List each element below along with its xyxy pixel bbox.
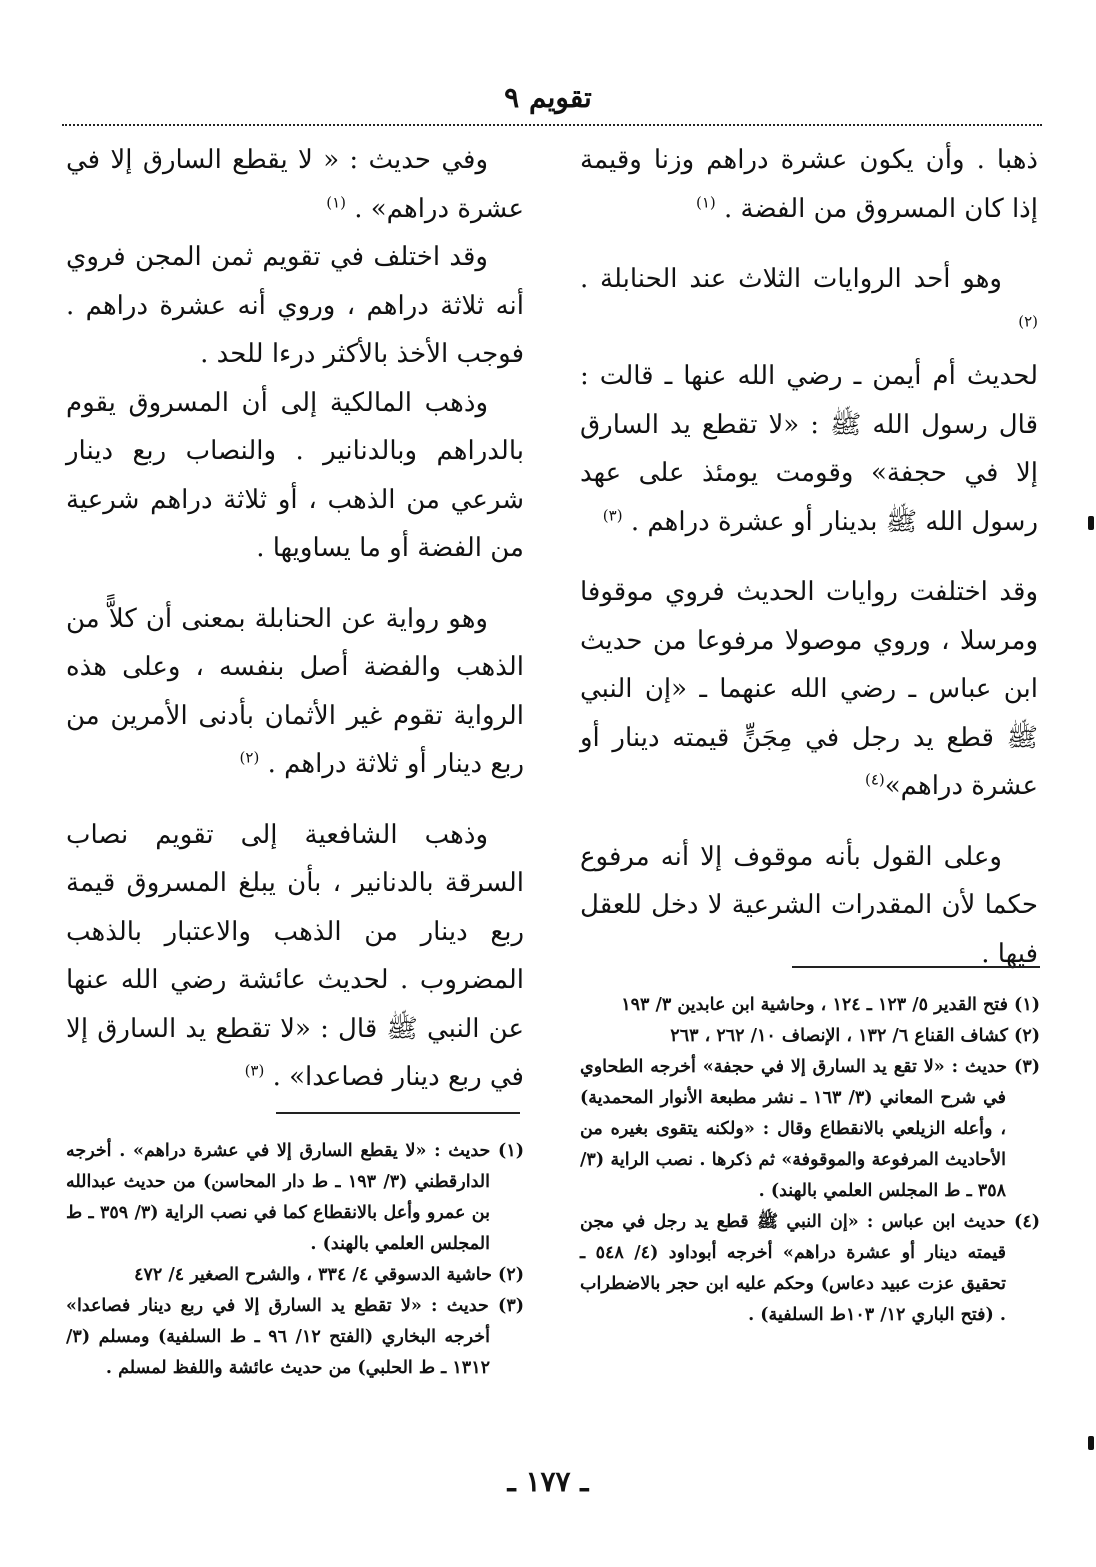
footnote: (١) حديث : «لا يقطع السارق إلا في عشرة دراهم» . أخرجه الدارقطني (٣/ ١٩٣ ـ ط دار المحاسن) من حديث عبدالله بن عمرو وأعل بالانقطاع كما في نصب الراية (٣/ ٣٥٩ ـ ط المجلس العلمي بالهند) . [66, 1141, 524, 1254]
footnote: (١) فتح القدير ٥/ ١٢٣ ـ ١٢٤ ، وحاشية ابن عابدين ٣/ ١٩٣ [621, 995, 1040, 1015]
footnote-ref: (١) [695, 192, 716, 211]
left-column [66, 136, 524, 1124]
footnote: (٢) كشاف القناع ٦/ ١٣٢ ، الإنصاف ١٠/ ٢٦٢ ، ٢٦٣ [670, 1026, 1040, 1046]
footnote: (٤) حديث ابن عباس : «إن النبي ﷺ قطع يد رجل في مجن قيمته دينار أو عشرة دراهم» أخرجه أبوداود (٤/ ٥٤٨ ـ تحقيق عزت عبيد دعاس) وحكم عليه ابن حجر بالاضطراب . (فتح الباري ١٢/ ١٠٣ط السلفية) . [580, 1212, 1040, 1325]
paragraph: وقد اختلف في تقويم ثمن المجن فروي أنه ثلاثة دراهم ، وروي أنه عشرة دراهم . فوجب الأخذ بالأكثر درءا للحد . [66, 242, 524, 369]
right-column [580, 136, 1038, 1000]
paragraph: وذهب الشافعية إلى تقويم نصاب السرقة بالدنانير ، بأن يبلغ المسروق قيمة ربع دينار من الذهب والاعتبار بالذهب المضروب . لحديث عائشة رضي الله عنها عن النبي ﷺ قال : «لا تقطع يد السارق إلا في ربع دينار فصاعدا» . $^{(٣)}$ [66, 819, 524, 1092]
footnote-ref: (٣) [244, 1061, 265, 1080]
footnote-separator [276, 1112, 520, 1114]
scan-mark [1088, 1436, 1094, 1450]
paragraph: وفي حديث : « لا يقطع السارق إلا في عشرة دراهم» . $^{(١)}$ [66, 145, 524, 224]
footnote-ref: (٢) [239, 748, 260, 767]
paragraph: ذهبا . وأن يكون عشرة دراهم وزنا وقيمة إذا كان المسروق من الفضة . $^{(١)}$ [580, 145, 1038, 224]
footnote-separator [792, 966, 1040, 968]
paragraph: وهو رواية عن الحنابلة بمعنى أن كلاًّ من الذهب والفضة أصل بنفسه ، وعلى هذه الرواية تقوم غير الأثمان بأدنى الأمرين من ربع دينار أو ثلاثة دراهم . $^{(٢)}$ [66, 603, 524, 779]
footnote-ref: (١) [326, 192, 346, 211]
page-header-title: تقويم ٩ [504, 81, 592, 114]
footnotes-left [66, 1136, 524, 1384]
footnote: (٣) حديث : «لا تقع يد السارق إلا في حجفة» أخرجه الطحاوي في شرح المعاني (٣/ ١٦٣ ـ نشر مطبعة الأنوار المحمدية) ، وأعله الزيلعي بالانقطاع وقال : «ولكنه يتقوى بغيره من الأحاديث المرفوعة والموقوفة» ثم ذكرها . نصب الراية (٣/ ٣٥٨ ـ ط المجلس العلمي بالهند) . [580, 1057, 1040, 1201]
footnote-ref: (٤) [864, 770, 885, 789]
footnote: (٢) حاشية الدسوقي ٤/ ٣٣٤ ، والشرح الصغير ٤/ ٤٧٢ [134, 1265, 524, 1285]
paragraph: لحديث أم أيمن ـ رضي الله عنها ـ قالت : قال رسول الله ﷺ : «لا تقطع يد السارق إلا في حجفة» وقومت يومئذ على عهد رسول الله ﷺ بدينار أو عشرة دراهم . $^{(٣)}$ [580, 361, 1038, 537]
footnote-ref: (٣) [602, 505, 623, 524]
footnote: (٣) حديث : «لا تقطع يد السارق إلا في ربع دينار فصاعدا» أخرجه البخاري (الفتح ١٢/ ٩٦ ـ ط السلفية) ومسلم (٣/ ١٣١٢ ـ ط الحلبي) من حديث عائشة واللفظ لمسلم . [66, 1296, 524, 1378]
header-dotted-divider [62, 124, 1042, 126]
footnote-ref: (٢) [1018, 311, 1038, 330]
footnotes-right [580, 990, 1040, 1331]
paragraph: وهو أحد الروايات الثلاث عند الحنابلة . $^{(٢)}$ [580, 264, 1038, 330]
page-number: ـ ١٧٧ ـ [507, 1465, 589, 1498]
paragraph: وقد اختلفت روايات الحديث فروي موقوفا ومرسلا ، وروي موصولا مرفوعا من حديث ابن عباس ـ رضي الله عنهما ـ «إن النبي ﷺ قطع يد رجل في مِجَنٍّ قيمته دينار أو عشرة دراهم»$^{(٤)}$ [580, 577, 1038, 801]
scan-mark [1088, 516, 1094, 530]
paragraph: وذهب المالكية إلى أن المسروق يقوم بالدراهم وبالدنانير . والنصاب ربع دينار شرعي من الذهب ، أو ثلاثة دراهم شرعية من الفضة أو ما يساويها . [66, 387, 524, 563]
paragraph: وعلى القول بأنه موقوف إلا أنه مرفوع حكما لأن المقدرات الشرعية لا دخل للعقل فيها . [580, 841, 1038, 969]
